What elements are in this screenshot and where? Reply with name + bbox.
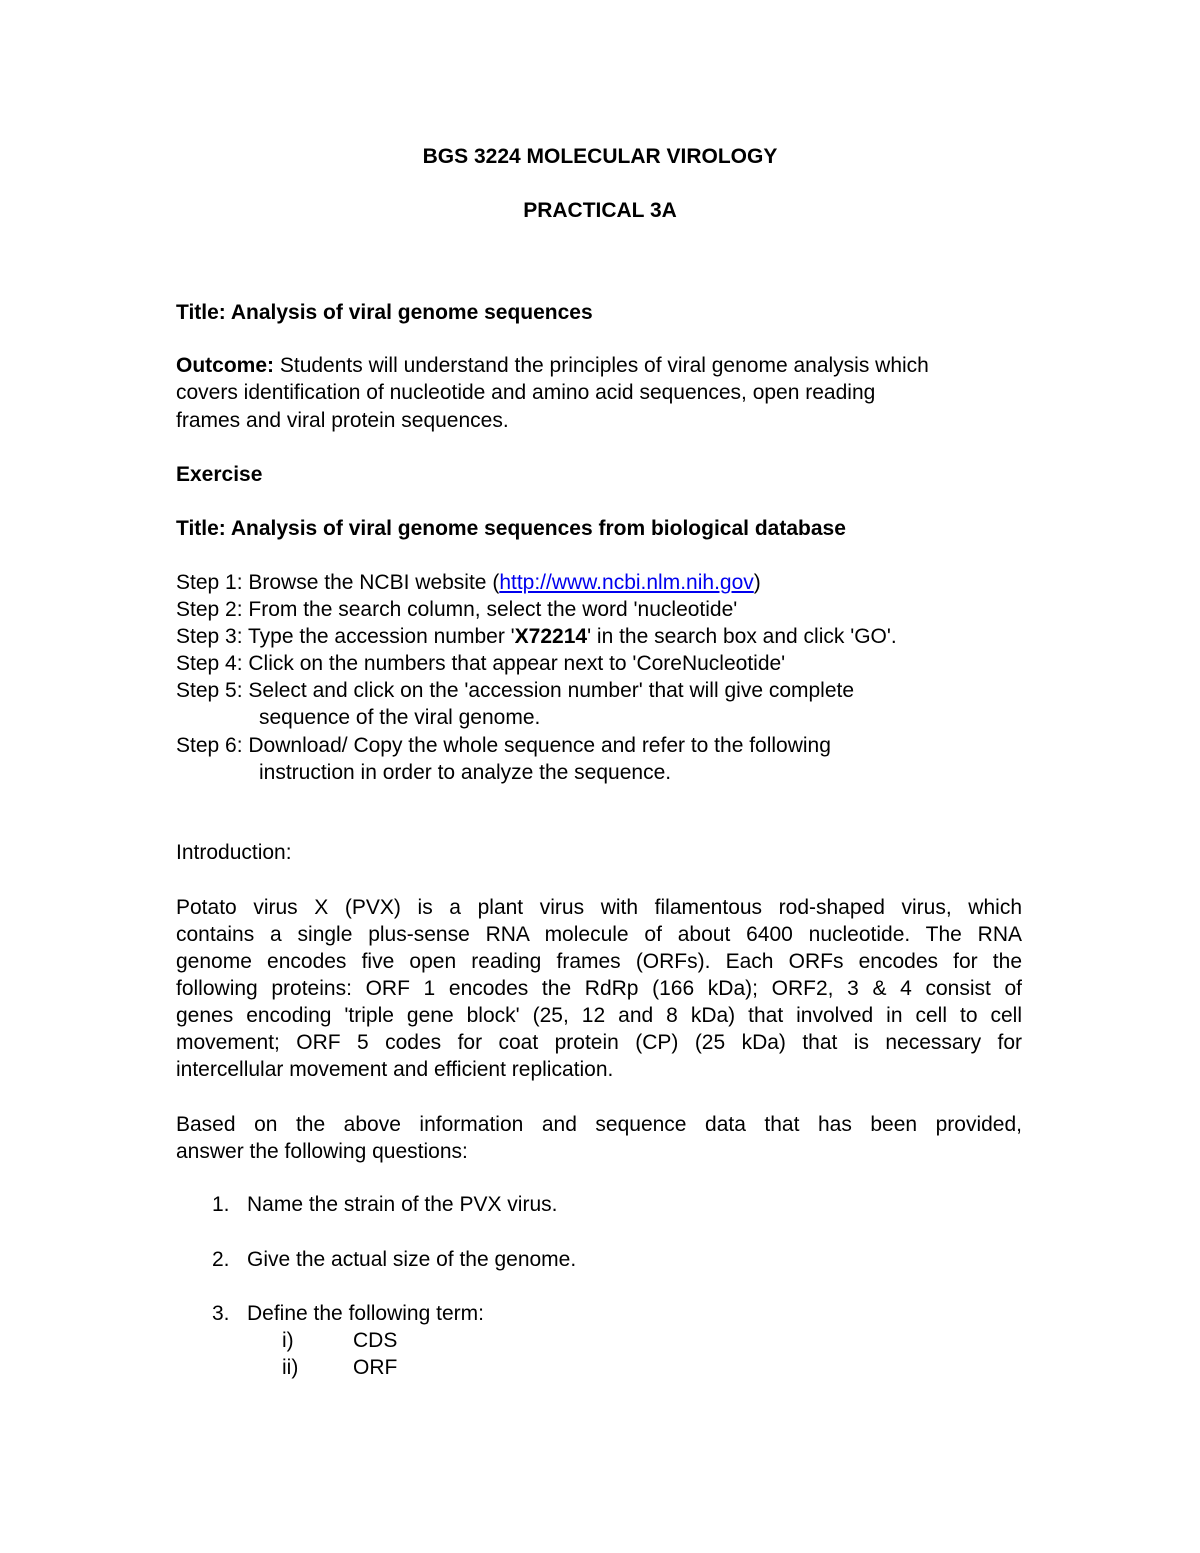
step-1-close: ) [753,571,761,594]
para2-line-1: Based on the above information and sequence data that has been provided, [176,1113,1022,1136]
step-3-text: Step 3: Type the accession number ' [176,625,515,648]
step-1 [176,572,761,593]
para2-line-2: answer the following questions: [176,1140,468,1163]
accession-number: X72214 [514,625,588,648]
intro-line-7: intercellular movement and efficient replication. [176,1058,614,1081]
step-4: Step 4: Click on the numbers that appear next to 'CoreNucleotide' [176,652,786,675]
step-5-continued: sequence of the viral genome. [259,706,541,729]
intro-line-2: contains a single plus-sense RNA molecule of about 6400 nucleotide. The RNA [176,923,1022,946]
step-5: Step 5: Select and click on the 'accession number' that will give complete [176,679,855,702]
subitem-text: CDS [353,1329,398,1352]
exercise-heading: Exercise [176,463,263,486]
subitem-number: ii) [282,1356,299,1379]
step-1-text: Step 1: Browse the NCBI website ( [176,571,500,594]
practical-title: PRACTICAL 3A [523,199,677,222]
step-3-end: ' in the search box and click 'GO'. [587,625,897,648]
question-number: 1. [212,1193,230,1216]
exercise-title: Title: Analysis of viral genome sequences from biological database [176,517,846,540]
step-2: Step 2: From the search column, select the word 'nucleotide' [176,598,738,621]
intro-line-4: following proteins: ORF 1 encodes the RdRp (166 kDa); ORF2, 3 & 4 consist of [176,977,1022,1000]
outcome-label: Outcome: [176,354,275,377]
question-number: 3. [212,1302,230,1325]
intro-line-6: movement; ORF 5 codes for coat protein (CP) (25 kDa) that is necessary for [176,1031,1022,1054]
step-6-continued: instruction in order to analyze the sequence. [259,761,672,784]
question-text: Give the actual size of the genome. [247,1248,577,1271]
outcome-text: Students will understand the principles of viral genome analysis which [274,354,929,377]
question-text: Name the strain of the PVX virus. [247,1193,558,1216]
subitem-number: i) [282,1329,294,1352]
outcome-line-3: frames and viral protein sequences. [176,409,509,432]
step-3 [176,626,897,647]
subitem-text: ORF [353,1356,398,1379]
question-text: Define the following term: [247,1302,484,1325]
course-title: BGS 3224 MOLECULAR VIROLOGY [422,145,778,168]
section-title: Title: Analysis of viral genome sequences [176,301,593,324]
ncbi-link[interactable]: http://www.ncbi.nlm.nih.gov [499,571,754,594]
step-6: Step 6: Download/ Copy the whole sequence and refer to the following [176,734,831,757]
question-number: 2. [212,1248,230,1271]
outcome-line-1 [176,355,929,376]
intro-line-5: genes encoding 'triple gene block' (25, 12 and 8 kDa) that involved in cell to cell [176,1004,1022,1027]
outcome-line-2: covers identification of nucleotide and amino acid sequences, open reading [176,381,876,404]
introduction-heading: Introduction: [176,841,292,864]
intro-line-3: genome encodes five open reading frames (ORFs). Each ORFs encodes for the [176,950,1022,973]
intro-line-1: Potato virus X (PVX) is a plant virus with filamentous rod-shaped virus, which [176,896,1022,919]
